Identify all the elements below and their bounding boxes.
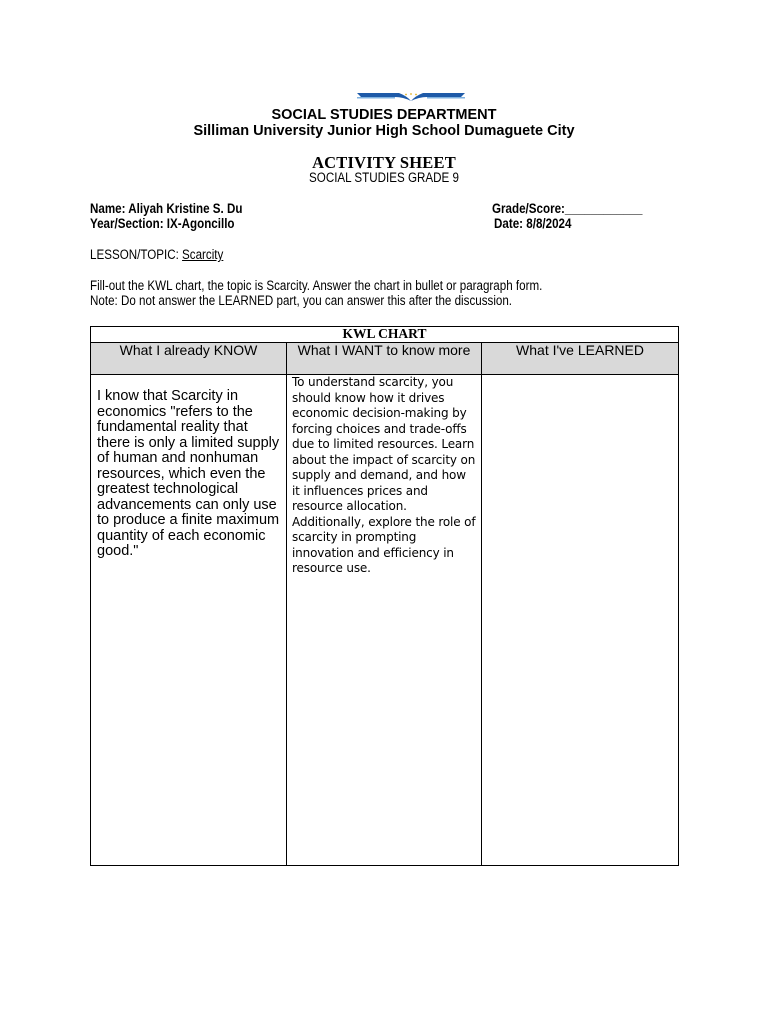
school-logo-icon [355,92,467,104]
kwl-chart-title: KWL CHART [91,327,679,343]
school-name: Silliman University Junior High School Dumaguete City [193,123,575,139]
student-name: Name: Aliyah Kristine S. Du [90,201,243,216]
know-cell[interactable]: I know that Scarcity in economics "refers to the fundamental reality that there is only a limited supply of human and nonhuman resources, which even the greatest technological advancements can only use to produce a finite maximum quantity of each economic good." [91,375,287,866]
learned-cell[interactable] [482,375,679,866]
year-section: Year/Section: IX-Agoncillo [90,216,235,231]
date: Date: 8/8/2024 [494,216,572,231]
grade-score: Grade/Score:____________ [492,201,643,216]
department-title: SOCIAL STUDIES DEPARTMENT [271,107,497,123]
want-column-header: What I WANT to know more [287,343,482,375]
instruction-line-1: Fill-out the KWL chart, the topic is Scarcity. Answer the chart in bullet or paragraph form. [90,278,543,293]
kwl-chart-table [90,326,679,866]
lesson-label: LESSON/TOPIC: [90,247,183,262]
grade-line: SOCIAL STUDIES GRADE 9 [309,170,459,185]
want-cell[interactable]: To understand scarcity, you should know how it drives economic decision-making by forcing choices and trade-offs due to limited resources. Learn about the impact of scarcity on supply and demand, and how it influences prices and resource allocation. Additionally, explore the role of scarcity in prompting innovation and efficiency in resource use. [287,375,482,866]
activity-sheet-title: ACTIVITY SHEET [312,153,456,172]
lesson-topic-value: Scarcity [182,247,224,262]
instruction-line-2: Note: Do not answer the LEARNED part, you can answer this after the discussion. [90,293,513,308]
learned-column-header: What I've LEARNED [482,343,679,375]
know-column-header: What I already KNOW [91,343,287,375]
lesson-topic [90,247,223,262]
